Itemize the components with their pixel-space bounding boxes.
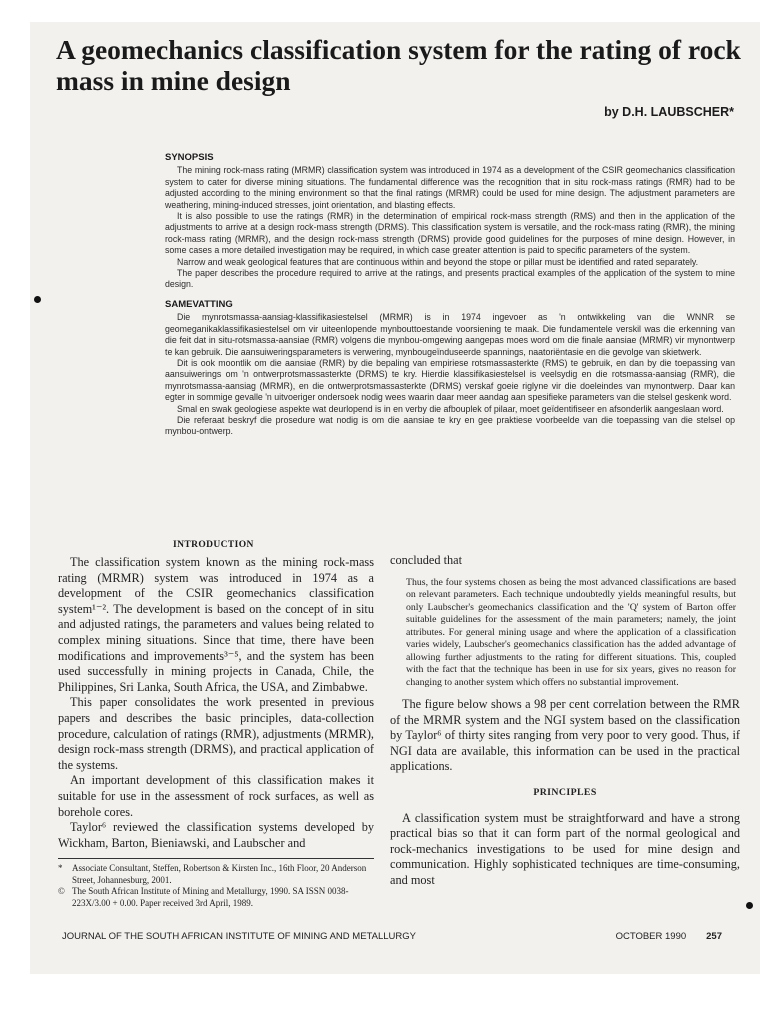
footnote-1-mark: * xyxy=(58,863,63,873)
page-number: 257 xyxy=(706,931,722,942)
binder-hole-mark xyxy=(746,902,753,909)
paper-page xyxy=(30,22,760,974)
samevatting-paragraph-3: Smal en swak geologiese aspekte wat deurlopend is in en verby die afbouplek of pilaar, moet geïdentifiseer en afsonderlik aangeslaan word. xyxy=(177,403,724,414)
issue-date: OCTOBER 1990 xyxy=(615,931,687,942)
figure-paragraph: The figure below shows a 98 per cent correlation between the RMR of the MRMR system and the NGI system based on the classification by Taylor⁶ of thirty sites ranging from very poor to very good. Thus, if NGI data are available, this information can be used in the practical applications. xyxy=(390,697,740,774)
footnote-2 xyxy=(58,886,374,909)
footnote-1 xyxy=(58,863,374,886)
footnotes xyxy=(58,858,374,909)
footnote-2-mark: © xyxy=(58,886,65,896)
binder-hole-mark xyxy=(34,296,41,303)
intro-paragraph-2: This paper consolidates the work presented in previous papers and describes the basic principles, data-collection procedure, calculation of ratings (RMR), adjustments (MRMR), design rock-mass strength (DRMS), and practical application of the systems. xyxy=(58,695,374,772)
introduction-heading: INTRODUCTION xyxy=(173,540,254,550)
intro-paragraph-4: Taylor⁶ reviewed the classification systems developed by Wickham, Barton, Bieniawski, and Laubscher and xyxy=(58,820,374,850)
concluded-text: concluded that xyxy=(390,553,463,567)
synopsis-paragraph-2: It is also possible to use the ratings (RMR) in the determination of empirical rock-mass strength (RMS) and then in the application of the adjustments to arrive at a design rock-mass strength (DRMS). This classification system is versatile, and the rock-mass rating (RMR), the mining rock-mass rating (MRMR), and the design rock-mass strength (DRMS) provide good guidelines for the purposes of mine design. However, in some cases a more detailed investigation may be required, in which case greater attention is paid to specific parameters of the system. xyxy=(165,211,735,256)
left-column xyxy=(58,555,374,851)
principles-paragraph: A classification system must be straightforward and have a strong practical bias so that it can form part of the normal geological and rock-mechanics investigations to be used for mine design and communication. Highly sophisticated techniques are time-consuming, and most xyxy=(390,810,740,888)
paper-title: A geomechanics classification system for the rating of rock mass in mine design xyxy=(56,34,741,96)
right-column xyxy=(390,553,740,889)
principles-heading: PRINCIPLES xyxy=(533,787,597,799)
taylor-quote: Thus, the four systems chosen as being the most advanced classifications are based on relevant parameters. Each technique undoubtedly yields meaningful results, but only Laubscher's geomechanics classification and the 'Q' system of Barton offer suitable guidelines for the assessment of the main parameters; namely, the joint attributes. For general mining usage and where the application of a classification varies widely, Laubscher's geomechanics classification has the added advantage of allowing further adjustments to the rating for different situations. This, coupled with the fact that the technique has been in use for six years, gives no reason for changing to another system which offers no substantial improvement. xyxy=(406,576,736,688)
synopsis-heading: SYNOPSIS xyxy=(165,152,214,163)
intro-paragraph-1: The classification system known as the mining rock-mass rating (MRMR) system was introduced in 1974 as a development of the CSIR geomechanics classification system¹⁻². The development is based on the concept of in situ and adjusted ratings, the parameters and values being related to complex mining situations. Since that time, there have been modifications and improvements³⁻⁵, and the system has been used successfully in mining projects in Canada, Chile, the Philippines, Sri Lanka, South Africa, the USA, and Zimbabwe. xyxy=(58,555,374,694)
samevatting-heading: SAMEVATTING xyxy=(165,298,233,310)
samevatting-paragraph-4: Die referaat beskryf die prosedure wat nodig is om die aansiae te kry en gee praktiese voorbeelde van die toepassing van die stelsel op mynbou-ontwerp. xyxy=(165,414,735,437)
synopsis-paragraph-4: The paper describes the procedure required to arrive at the ratings, and presents practical examples of the application of the system to mine design. xyxy=(165,268,735,290)
intro-paragraph-3: An important development of this classification makes it suitable for use in the assessment of rock surfaces, as well as borehole cores. xyxy=(58,773,374,819)
synopsis-paragraph-3: Narrow and weak geological features that are continuous within and beyond the stope or pillar must be identified and rated separately. xyxy=(177,256,699,267)
paper-author: by D.H. LAUBSCHER* xyxy=(604,105,734,119)
journal-name: JOURNAL OF THE SOUTH AFRICAN INSTITUTE OF MINING AND METALLURGY xyxy=(62,931,416,942)
page-footer xyxy=(62,931,722,942)
samevatting-paragraph-1: Die mynrotsmassa-aansiag-klassifikasiestelsel (MRMR) is in 1974 ingevoer as 'n ontwikkeling van die WNNR se geomeganikaklassifikasiestelsel om vir uiteenlopende mynbouttoestande voorsiening te maak. Die fundamentele verskil was die erkenning van die feit dat in situ-rotsmassa-aansiae (RMR) volgens die mynbou-omgewing aangepas moes word om die finale aansiae (MRMR) vir mynontwerp te kan gebruik. Die aansuiweringsparameters is verwering, mynbougeïnduseerde spannings, naatoriëntasie en die gevolge van skietwerk. xyxy=(165,312,735,357)
footnote-2-text: The South African Institute of Mining and Metallurgy, 1990. SA ISSN 0038-223X/3.00 + 0.00. Paper received 3rd April, 1989. xyxy=(72,886,349,908)
footnote-1-text: Associate Consultant, Steffen, Robertson & Kirsten Inc., 16th Floor, 20 Anderson Street, Johannesburg, 2001. xyxy=(72,863,367,885)
samevatting-paragraph-2: Dit is ook moontlik om die aansiae (RMR) by die bepaling van empiriese rotsmassasterkte (RMS) te gebruik, en dan by die toepassing van aansuiwerings om 'n ontwerprotsmassasterkte (DRMS) te kry. Hierdie klassifikasiestelsel is veelsydig en die rotsmassa-aansiag (RMR), die mynrotsmassa-aansiag (MRMR), en die ontwerprotsmassasterkte (DRMS) verskaf goeie riglyne vir die doeleindes van mynontwerp. Daar kan egter in sommige gevalle 'n uitvoeriger ondersoek nodig wees waarin daar meer aandag aan spesifieke parameters van die stelsel geskenk word. xyxy=(165,357,735,403)
abstract-block xyxy=(165,152,735,438)
synopsis-paragraph-1: The mining rock-mass rating (MRMR) classification system was introduced in 1974 as a development of the CSIR geomechanics classification system to cater for diverse mining situations. The fundamental difference was the recognition that in situ rock-mass ratings (RMR) had to be adjusted according to the mining environment so that the final ratings (MRMR) could be used for mine design. The adjustment parameters are weathering, mining-induced stresses, joint orientation, and blasting effects. xyxy=(165,165,735,210)
footer-right xyxy=(616,931,722,942)
